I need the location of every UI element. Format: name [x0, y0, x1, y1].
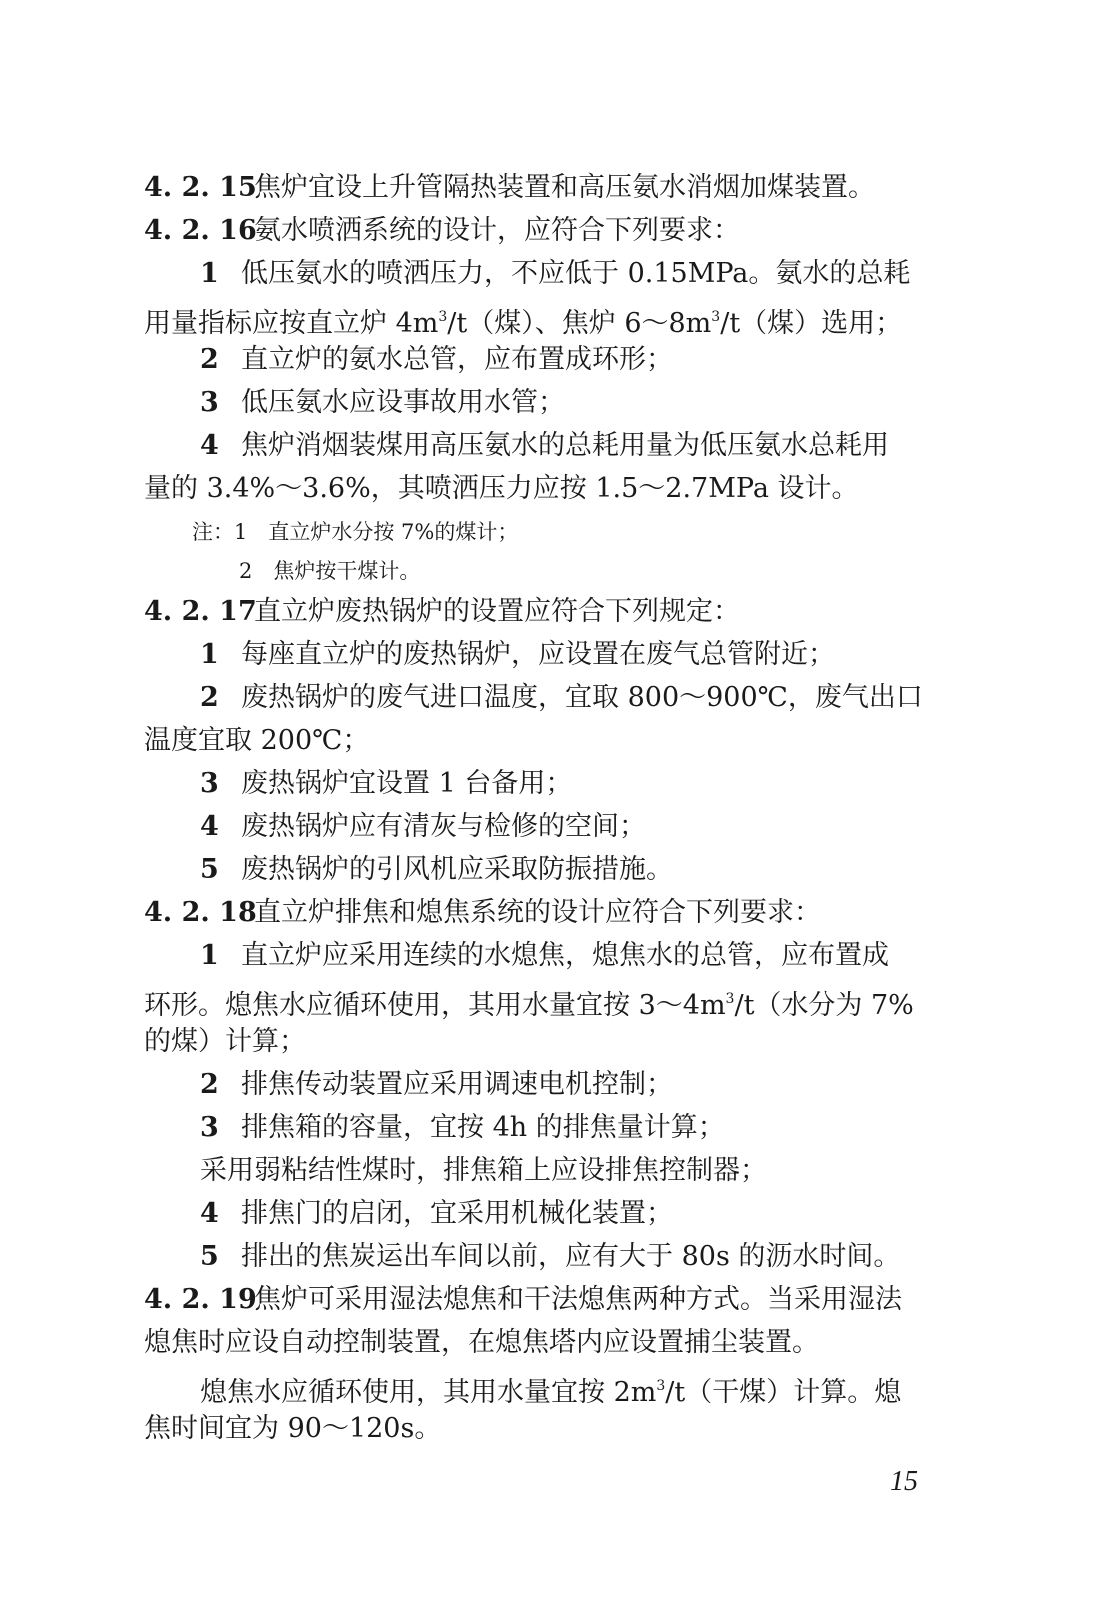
paragraph-continuation: 焦时间宜为 90～120s。	[144, 1413, 442, 1444]
item-number: 3	[200, 768, 219, 799]
note-line: 2 焦炉按干煤计。	[239, 559, 421, 583]
item-text: 排焦箱的容量，宜按 4h 的排焦量计算；	[241, 1112, 725, 1143]
item-line	[200, 852, 673, 888]
paragraph-line	[200, 1368, 901, 1411]
clause-text: 焦炉宜设上升管隔热装置和高压氨水消烟加煤装置。	[254, 172, 875, 203]
item-number: 3	[200, 387, 219, 418]
item-line	[200, 809, 646, 845]
item-text: 排焦门的启闭，宜采用机械化装置；	[241, 1198, 673, 1229]
item-number: 1	[200, 258, 219, 289]
clause-4-2-17	[144, 594, 740, 630]
item-line	[200, 342, 673, 378]
item-continuation	[144, 299, 902, 342]
item-text: 废热锅炉应有清灰与检修的空间；	[241, 811, 646, 842]
item-line	[200, 766, 572, 802]
clause-number: 4. 2. 19	[144, 1284, 257, 1315]
text-segment: 环形。熄焦水应循环使用，其用水量宜按 3～4m	[144, 990, 726, 1021]
item-text: 焦炉消烟装煤用高压氨水的总耗用量为低压氨水总耗用	[241, 430, 889, 461]
clause-number: 4. 2. 15	[144, 172, 257, 203]
text-segment: /t（煤）选用；	[720, 308, 903, 339]
text-segment: 用量指标应按直立炉 4m	[144, 308, 439, 339]
item-text: 低压氨水的喷洒压力，不应低于 0.15MPa。氨水的总耗	[241, 258, 911, 289]
superscript: 3	[656, 1378, 666, 1394]
item-text: 直立炉的氨水总管，应布置成环形；	[241, 344, 673, 375]
item-text: 直立炉应采用连续的水熄焦，熄焦水的总管，应布置成	[241, 940, 889, 971]
item-number: 2	[200, 344, 219, 375]
clause-text: 直立炉排焦和熄焦系统的设计应符合下列要求：	[254, 897, 821, 928]
item-continuation: 的煤）计算；	[144, 1026, 306, 1057]
clause-4-2-16	[144, 213, 740, 249]
item-line	[200, 428, 889, 464]
document-page	[144, 0, 944, 1598]
text-segment: 熄焦水应循环使用，其用水量宜按 2m	[200, 1377, 657, 1408]
item-text: 废热锅炉的引风机应采取防振措施。	[241, 854, 673, 885]
superscript: 3	[711, 309, 721, 325]
item-text: 废热锅炉宜设置 1 台备用；	[241, 768, 573, 799]
item-text: 低压氨水应设事故用水管；	[241, 387, 565, 418]
item-number: 1	[200, 940, 219, 971]
item-number: 4	[200, 811, 219, 842]
clause-4-2-19	[144, 1282, 902, 1318]
clause-number: 4. 2. 18	[144, 897, 257, 928]
item-continuation	[144, 981, 914, 1024]
item-number: 4	[200, 430, 219, 461]
item-text: 废热锅炉的废气进口温度，宜取 800～900℃，废气出口	[241, 682, 923, 713]
clause-text: 氨水喷洒系统的设计，应符合下列要求：	[254, 215, 740, 246]
item-line	[200, 1196, 673, 1232]
item-continuation: 量的 3.4%～3.6%，其喷洒压力应按 1.5～2.7MPa 设计。	[144, 473, 859, 504]
item-continuation: 温度宜取 200℃；	[144, 725, 370, 756]
note-line: 注：1 直立炉水分按 7%的煤计；	[192, 520, 519, 544]
item-line	[200, 1110, 725, 1146]
superscript: 3	[725, 991, 735, 1007]
clause-4-2-18	[144, 895, 821, 931]
clause-4-2-15	[144, 170, 875, 206]
item-number: 2	[200, 682, 219, 713]
item-number: 1	[200, 639, 219, 670]
text-segment: /t（干煤）计算。熄	[665, 1377, 902, 1408]
item-number: 4	[200, 1198, 219, 1229]
item-text: 排出的焦炭运出车间以前，应有大于 80s 的沥水时间。	[241, 1241, 901, 1272]
item-line	[200, 256, 910, 292]
item-line	[200, 938, 889, 974]
text-segment: /t（煤）、焦炉 6～8m	[447, 308, 712, 339]
item-line	[200, 1239, 900, 1275]
item-line	[200, 1067, 673, 1103]
clause-text: 直立炉废热锅炉的设置应符合下列规定：	[254, 596, 740, 627]
item-number: 3	[200, 1112, 219, 1143]
clause-text: 焦炉可采用湿法熄焦和干法熄焦两种方式。当采用湿法	[254, 1284, 902, 1315]
item-line	[200, 385, 565, 421]
superscript: 3	[438, 309, 448, 325]
item-line	[200, 637, 835, 673]
item-number: 2	[200, 1069, 219, 1100]
page-number: 15	[890, 1466, 918, 1497]
text-segment: /t（水分为 7%	[734, 990, 914, 1021]
item-number: 5	[200, 1241, 219, 1272]
item-text: 每座直立炉的废热锅炉，应设置在废气总管附近；	[241, 639, 835, 670]
item-number: 5	[200, 854, 219, 885]
clause-number: 4. 2. 16	[144, 215, 257, 246]
item-text: 排焦传动装置应采用调速电机控制；	[241, 1069, 673, 1100]
item-line	[200, 680, 923, 716]
item-continuation: 采用弱粘结性煤时，排焦箱上应设排焦控制器；	[200, 1155, 767, 1186]
clause-number: 4. 2. 17	[144, 596, 257, 627]
clause-continuation: 熄焦时应设自动控制装置，在熄焦塔内应设置捕尘装置。	[144, 1327, 819, 1358]
